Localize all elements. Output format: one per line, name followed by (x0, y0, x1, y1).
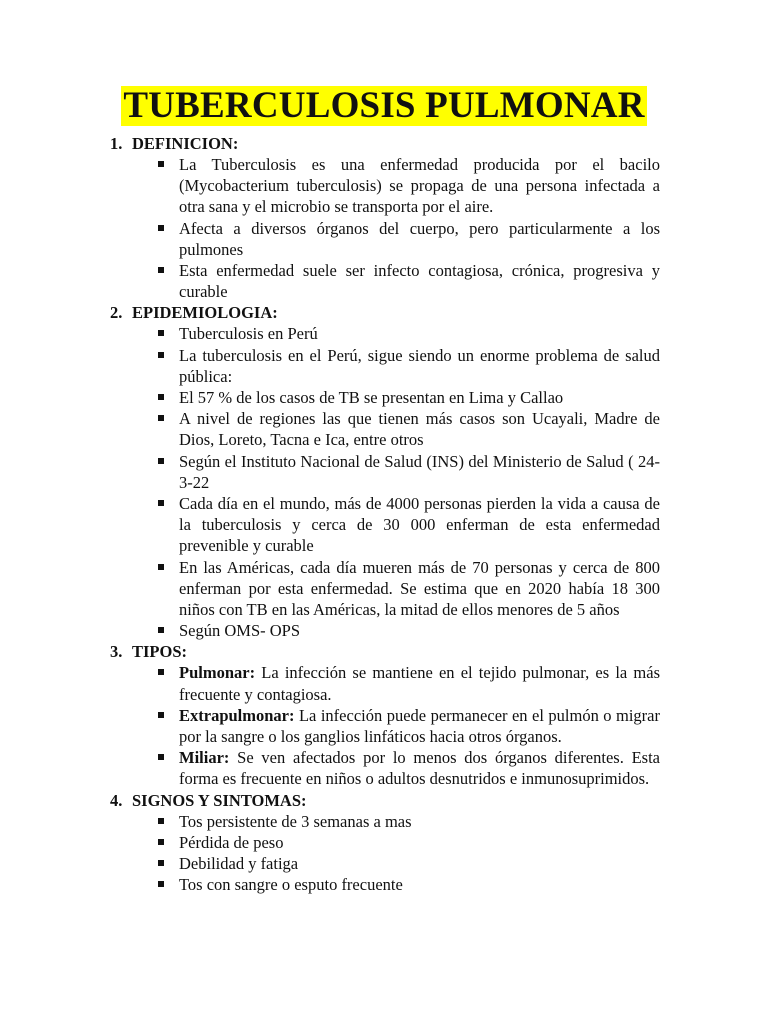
square-bullet-icon (158, 267, 164, 273)
item-keyword: Extrapulmonar: (179, 705, 295, 725)
section-number: 4. (110, 790, 123, 810)
document-content (110, 133, 660, 896)
bullet-list (110, 662, 660, 789)
item-text: Afecta a diversos órganos del cuerpo, pero particularmente a los pulmones (179, 218, 660, 259)
item-text: Tos con sangre o esputo frecuente (179, 875, 403, 895)
section (110, 641, 660, 789)
square-bullet-icon (158, 500, 164, 506)
section-heading (110, 641, 660, 662)
item-text: El 57 % de los casos de TB se presentan en Lima y Callao (179, 388, 564, 408)
item-text: Cada día en el mundo, más de 4000 personas pierden la vida a causa de la tuberculosis y cerca de 30 000 enferman de esta enfermedad prevenible y curable (179, 494, 660, 556)
square-bullet-icon (158, 415, 164, 421)
item-text: La tuberculosis en el Perú, sigue siendo un enorme problema de salud pública: (179, 345, 660, 386)
square-bullet-icon (158, 330, 164, 336)
section-heading (110, 790, 660, 811)
item-text: Tos persistente de 3 semanas a mas (179, 811, 412, 831)
square-bullet-icon (158, 712, 164, 718)
section-heading-text: EPIDEMIOLOGIA: (132, 303, 278, 323)
list-item (179, 218, 660, 260)
list-item (179, 345, 660, 387)
document-title: TUBERCULOSIS PULMONAR (123, 85, 645, 126)
section-heading (110, 302, 660, 323)
list-item (179, 451, 660, 493)
list-item (179, 260, 660, 302)
section-number: 3. (110, 642, 123, 662)
section (110, 133, 660, 302)
square-bullet-icon (158, 818, 164, 824)
square-bullet-icon (158, 352, 164, 358)
list-item (179, 662, 660, 704)
item-text: Según OMS- OPS (179, 621, 301, 641)
item-keyword: Miliar: (179, 748, 230, 768)
section-heading (110, 133, 660, 154)
square-bullet-icon (158, 860, 164, 866)
square-bullet-icon (158, 669, 164, 675)
list-item (179, 154, 660, 218)
item-text: La Tuberculosis es una enfermedad producida por el bacilo (Mycobacterium tuberculosis) se propaga de una persona infectada a otra sana y el microbio se transporta por el aire. (179, 155, 660, 217)
square-bullet-icon (158, 627, 164, 633)
bullet-list (110, 811, 660, 896)
item-text: Tuberculosis en Perú (179, 324, 318, 344)
section-heading-text: SIGNOS Y SINTOMAS: (132, 790, 307, 810)
bullet-list (110, 323, 660, 641)
item-text: En las Américas, cada día mueren más de 70 personas y cerca de 800 enferman por esta enfermedad. Se estima que en 2020 había 18 300 niños con TB en las Américas, la mitad de ellos menores de 5 años (179, 557, 660, 620)
item-text: La infección puede permanecer en el pulmón o migrar por la sangre o los ganglios linfáticos hacia otros órganos. (179, 705, 660, 747)
item-text: Debilidad y fatiga (179, 854, 299, 874)
item-text: Según el Instituto Nacional de Salud (INS) del Ministerio de Salud ( 24-3-22 (179, 451, 660, 492)
list-item (179, 323, 660, 344)
list-item (179, 705, 660, 747)
square-bullet-icon (158, 881, 164, 887)
item-text: Pérdida de peso (179, 832, 284, 852)
list-item (179, 874, 660, 895)
item-text: Se ven afectados por lo menos dos órganos diferentes. Esta forma es frecuente en niños o adultos desnutridos e inmunosuprimidos. (179, 748, 660, 789)
square-bullet-icon (158, 839, 164, 845)
item-keyword: Pulmonar: (179, 663, 256, 683)
title-wrapper (0, 86, 768, 126)
list-item (179, 620, 660, 641)
section-heading-text: DEFINICION: (132, 134, 239, 153)
section-number: 2. (110, 303, 123, 323)
list-item (179, 811, 660, 832)
section-number: 1. (110, 134, 123, 153)
item-text: La infección se mantiene en el tejido pulmonar, es la más frecuente y contagiosa. (179, 663, 660, 704)
item-text: Esta enfermedad suele ser infecto contagiosa, crónica, progresiva y curable (179, 261, 660, 302)
section (110, 302, 660, 641)
square-bullet-icon (158, 564, 164, 570)
list-item (179, 853, 660, 874)
list-item (179, 747, 660, 789)
item-text: A nivel de regiones las que tienen más casos son Ucayali, Madre de Dios, Loreto, Tacna e Ica, entre otros (179, 409, 660, 450)
square-bullet-icon (158, 458, 164, 464)
section-heading-text: TIPOS: (132, 642, 188, 662)
list-item (179, 387, 660, 408)
list-item (179, 557, 660, 621)
list-item (179, 493, 660, 557)
square-bullet-icon (158, 754, 164, 760)
square-bullet-icon (158, 225, 164, 231)
section (110, 790, 660, 896)
bullet-list (110, 154, 660, 302)
list-item (179, 408, 660, 450)
list-item (179, 832, 660, 853)
square-bullet-icon (158, 161, 164, 167)
square-bullet-icon (158, 394, 164, 400)
